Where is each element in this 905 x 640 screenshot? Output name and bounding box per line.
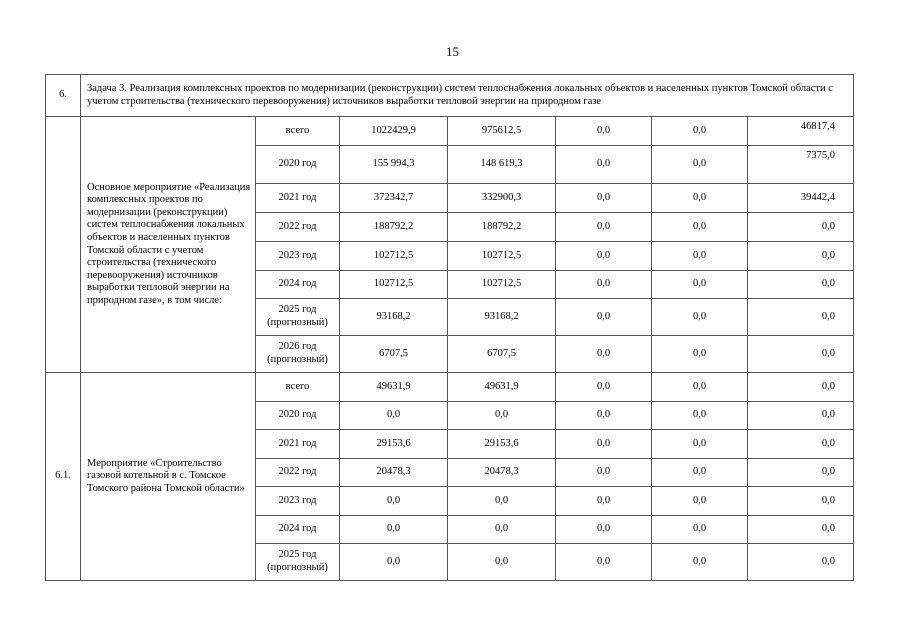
regional-amount-cell: 0,0 bbox=[556, 242, 652, 271]
task-title: Задача 3. Реализация комплексных проектов по модернизации (реконструкции) систем теплоснабжения локальных объектов и населенных пунктов Томской области с учетом строительства (технического перевооружения) источников выработки тепловой энергии на природном газе bbox=[81, 75, 854, 117]
regional-amount-cell: 0,0 bbox=[556, 430, 652, 459]
local-amount-cell: 0,0 bbox=[652, 242, 748, 271]
other-amount-cell: 39442,4 bbox=[748, 184, 854, 213]
other-amount-cell: 0,0 bbox=[748, 516, 854, 544]
period-cell: 2022 год bbox=[256, 459, 340, 487]
total-amount-cell: 0,0 bbox=[340, 487, 448, 516]
other-amount-cell: 7375,0 bbox=[748, 146, 854, 184]
local-amount-cell: 0,0 bbox=[652, 402, 748, 430]
page-number: 15 bbox=[446, 44, 459, 59]
total-amount-cell: 372342,7 bbox=[340, 184, 448, 213]
regional-amount-cell: 0,0 bbox=[556, 271, 652, 299]
total-amount-cell: 0,0 bbox=[340, 544, 448, 581]
local-amount-cell: 0,0 bbox=[652, 271, 748, 299]
other-amount-cell: 0,0 bbox=[748, 459, 854, 487]
row-number bbox=[46, 117, 81, 373]
local-amount-cell: 0,0 bbox=[652, 336, 748, 373]
regional-amount-cell: 0,0 bbox=[556, 459, 652, 487]
other-amount-cell: 0,0 bbox=[748, 336, 854, 373]
total-amount-cell: 102712,5 bbox=[340, 271, 448, 299]
total-amount-cell: 93168,2 bbox=[340, 299, 448, 336]
local-amount-cell: 0,0 bbox=[652, 430, 748, 459]
period-cell: 2020 год bbox=[256, 402, 340, 430]
other-amount-cell: 0,0 bbox=[748, 373, 854, 402]
federal-amount-cell: 93168,2 bbox=[448, 299, 556, 336]
total-amount-cell: 0,0 bbox=[340, 516, 448, 544]
task-row bbox=[46, 75, 854, 117]
table-row bbox=[46, 117, 854, 146]
local-amount-cell: 0,0 bbox=[652, 544, 748, 581]
other-amount-cell: 0,0 bbox=[748, 402, 854, 430]
federal-amount-cell: 49631,9 bbox=[448, 373, 556, 402]
period-cell: всего bbox=[256, 117, 340, 146]
local-amount-cell: 0,0 bbox=[652, 487, 748, 516]
federal-amount-cell: 0,0 bbox=[448, 516, 556, 544]
measure-description: Основное мероприятие «Реализация комплексных проектов по модернизации (реконструкции) систем теплоснабжения локальных объектов и населенных пунктов Томской области с учетом строительства (технического перевооружения) источников выработки тепловой энергии на природном газе», в том числе: bbox=[81, 117, 256, 373]
federal-amount-cell: 188792,2 bbox=[448, 213, 556, 242]
regional-amount-cell: 0,0 bbox=[556, 146, 652, 184]
total-amount-cell: 0,0 bbox=[340, 402, 448, 430]
federal-amount-cell: 332900,3 bbox=[448, 184, 556, 213]
federal-amount-cell: 6707,5 bbox=[448, 336, 556, 373]
local-amount-cell: 0,0 bbox=[652, 516, 748, 544]
local-amount-cell: 0,0 bbox=[652, 373, 748, 402]
period-cell: 2024 год bbox=[256, 271, 340, 299]
local-amount-cell: 0,0 bbox=[652, 184, 748, 213]
local-amount-cell: 0,0 bbox=[652, 117, 748, 146]
period-cell: 2023 год bbox=[256, 242, 340, 271]
federal-amount-cell: 975612,5 bbox=[448, 117, 556, 146]
regional-amount-cell: 0,0 bbox=[556, 402, 652, 430]
period-cell: 2022 год bbox=[256, 213, 340, 242]
other-amount-cell: 0,0 bbox=[748, 213, 854, 242]
period-cell: 2026 год (прогнозный) bbox=[256, 336, 340, 373]
regional-amount-cell: 0,0 bbox=[556, 373, 652, 402]
other-amount-cell: 0,0 bbox=[748, 299, 854, 336]
regional-amount-cell: 0,0 bbox=[556, 299, 652, 336]
regional-amount-cell: 0,0 bbox=[556, 117, 652, 146]
period-cell: 2024 год bbox=[256, 516, 340, 544]
federal-amount-cell: 102712,5 bbox=[448, 271, 556, 299]
regional-amount-cell: 0,0 bbox=[556, 336, 652, 373]
measure-description: Мероприятие «Строительство газовой котельной в с. Томское Томского района Томской области» bbox=[81, 373, 256, 581]
period-cell: 2021 год bbox=[256, 184, 340, 213]
total-amount-cell: 6707,5 bbox=[340, 336, 448, 373]
regional-amount-cell: 0,0 bbox=[556, 213, 652, 242]
budget-table bbox=[45, 74, 854, 581]
other-amount-cell: 0,0 bbox=[748, 544, 854, 581]
other-amount-cell: 0,0 bbox=[748, 430, 854, 459]
federal-amount-cell: 20478,3 bbox=[448, 459, 556, 487]
period-cell: 2020 год bbox=[256, 146, 340, 184]
local-amount-cell: 0,0 bbox=[652, 299, 748, 336]
period-cell: всего bbox=[256, 373, 340, 402]
local-amount-cell: 0,0 bbox=[652, 213, 748, 242]
federal-amount-cell: 102712,5 bbox=[448, 242, 556, 271]
table-body bbox=[46, 75, 854, 581]
row-number: 6.1. bbox=[46, 373, 81, 581]
period-cell: 2021 год bbox=[256, 430, 340, 459]
period-cell: 2025 год (прогнозный) bbox=[256, 299, 340, 336]
regional-amount-cell: 0,0 bbox=[556, 184, 652, 213]
federal-amount-cell: 0,0 bbox=[448, 544, 556, 581]
regional-amount-cell: 0,0 bbox=[556, 487, 652, 516]
total-amount-cell: 188792,2 bbox=[340, 213, 448, 242]
total-amount-cell: 49631,9 bbox=[340, 373, 448, 402]
local-amount-cell: 0,0 bbox=[652, 146, 748, 184]
period-cell: 2025 год (прогнозный) bbox=[256, 544, 340, 581]
other-amount-cell: 0,0 bbox=[748, 271, 854, 299]
federal-amount-cell: 29153,6 bbox=[448, 430, 556, 459]
local-amount-cell: 0,0 bbox=[652, 459, 748, 487]
federal-amount-cell: 0,0 bbox=[448, 487, 556, 516]
federal-amount-cell: 0,0 bbox=[448, 402, 556, 430]
task-number: 6. bbox=[46, 75, 81, 117]
regional-amount-cell: 0,0 bbox=[556, 516, 652, 544]
federal-amount-cell: 148 619,3 bbox=[448, 146, 556, 184]
table-row bbox=[46, 373, 854, 402]
other-amount-cell: 46817,4 bbox=[748, 117, 854, 146]
total-amount-cell: 1022429,9 bbox=[340, 117, 448, 146]
total-amount-cell: 155 994,3 bbox=[340, 146, 448, 184]
total-amount-cell: 102712,5 bbox=[340, 242, 448, 271]
period-cell: 2023 год bbox=[256, 487, 340, 516]
total-amount-cell: 29153,6 bbox=[340, 430, 448, 459]
other-amount-cell: 0,0 bbox=[748, 242, 854, 271]
regional-amount-cell: 0,0 bbox=[556, 544, 652, 581]
total-amount-cell: 20478,3 bbox=[340, 459, 448, 487]
other-amount-cell: 0,0 bbox=[748, 487, 854, 516]
